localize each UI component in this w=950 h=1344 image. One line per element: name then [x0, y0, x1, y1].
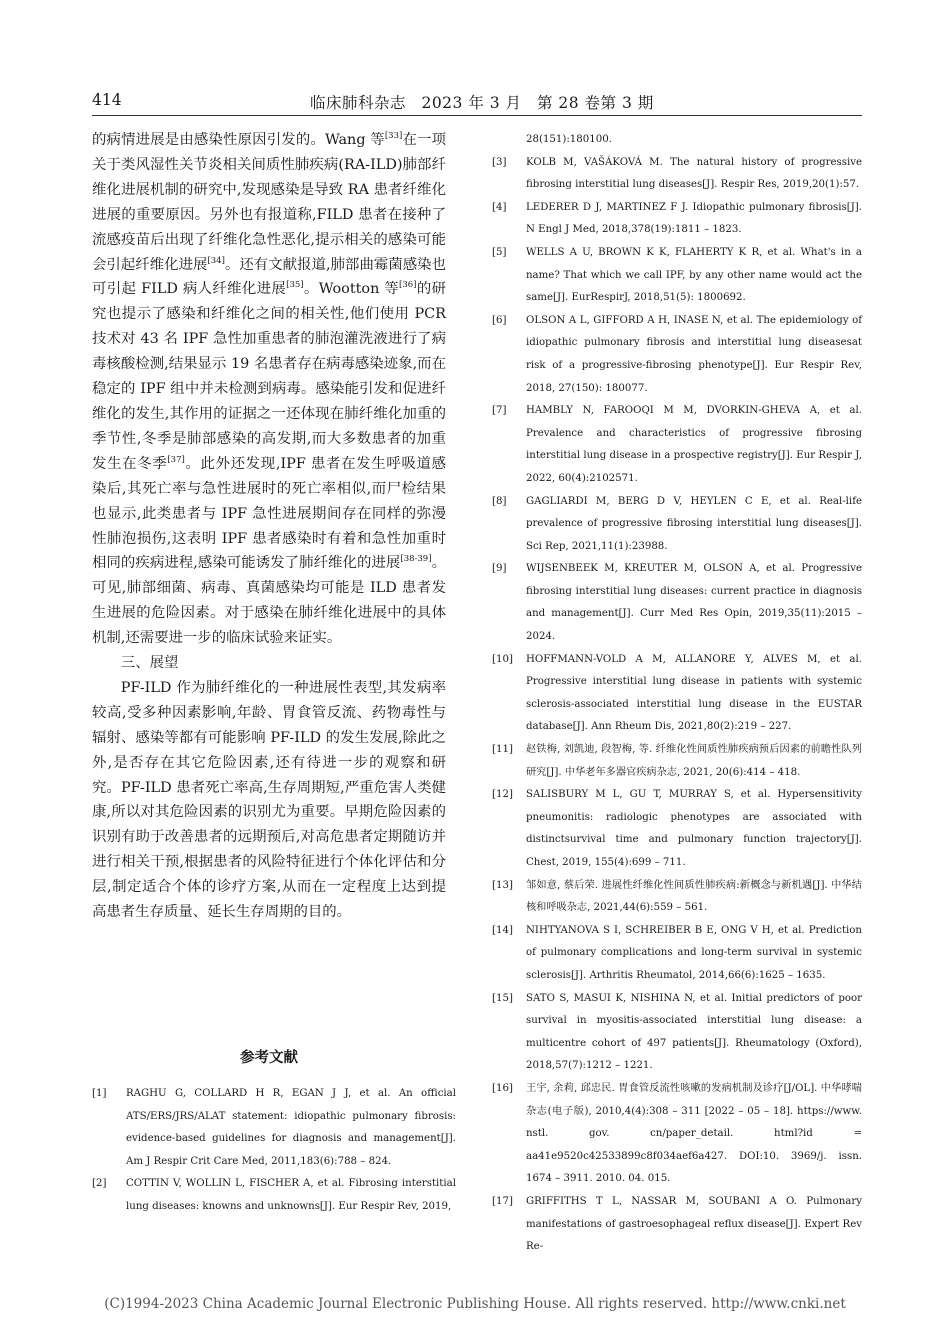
reference-item — [492, 1191, 862, 1259]
reference-number: [16] — [492, 1082, 513, 1094]
paragraph-outlook: PF-ILD 作为肺纤维化的一种进展性表型,其发病率较高,受多种因素影响,年龄、胃食管反流、药物毒性与辐射、感染等都有可能影响 PF-ILD 的发生发展,除此之外,是否存在其它危险因素,还有待进一步的观察和研究。PF-ILD 患者死亡率高,生存周期短,严重危害人类健康,所以对其危险因素的识别尤为重要。早期危险因素的识别有助于改善患者的远期预后,对高危患者定期随访并进行相关干预,根据患者的风险特征进行个体化评估和分层,制定适合个体的诊疗方案,从而在一定程度上达到提高患者生存质量、延长生存周期的目的。 — [92, 679, 446, 921]
copyright-footer: (C)1994-2023 China Academic Journal Electronic Publishing House. All rights reserved. http://www.cnki.net — [104, 1296, 846, 1312]
reference-number: [9] — [492, 563, 507, 575]
citation[interactable]: [35] — [286, 280, 304, 291]
reference-item — [492, 1078, 862, 1191]
reference-number: [5] — [492, 246, 507, 258]
reference-item — [492, 491, 862, 559]
references-left-column — [92, 1083, 456, 1219]
reference-item — [492, 558, 862, 648]
reference-text: GAGLIARDI M, BERG D V, HEYLEN C E, et al. Real-life prevalence of progressive fibrosing interstitial lung diseases[J]. Sci Rep, 2021,11(1):23988. — [526, 495, 862, 552]
reference-item — [492, 242, 862, 310]
citation[interactable]: [33] — [384, 131, 403, 141]
reference-number: [17] — [492, 1195, 513, 1207]
reference-number: [15] — [492, 992, 513, 1004]
reference-text: KOLB M, VAŠÁKOVÁ M. The natural history of progressive fibrosing interstitial lung diseases[J]. Respir Res, 2019,20(1):57. — [526, 156, 862, 191]
citation[interactable]: [37] — [167, 454, 185, 465]
reference-item — [492, 649, 862, 739]
citation[interactable]: [36] — [399, 280, 417, 291]
left-column-body — [92, 128, 446, 925]
journal-name: 临床肺科杂志 — [310, 94, 407, 112]
issue-date: 2023 年 3 月 — [421, 94, 522, 112]
reference-item — [492, 400, 862, 490]
reference-item — [492, 197, 862, 242]
reference-number: [13] — [492, 879, 513, 891]
page-header — [92, 91, 862, 116]
paragraph-infection: 的病情进展是由感染性原因引发的。Wang 等[33]在一项关于类风湿性关节炎相关间质性肺疾病(RA-ILD)肺部纤维化进展机制的研究中,发现感染是导致 RA 患者纤维化进展的重要原因。另外也有报道称,FILD 患者在接种了流感疫苗后出现了纤维化急性恶化,提示相关的感染可能会引起纤维化进展[34]。还有文献报道,肺部曲霉菌感染也可引起 FILD 病人纤维化进展[35]。Wootton 等[36]的研究也提示了感染和纤维化之间的相关性,他们使用 PCR 技术对 43 名 IPF 急性加重患者的肺泡灌洗液进行了病毒核酸检测,结果显示 19 名患者存在病毒感染迹象,而在稳定的 IPF 组中并未检测到病毒。感染能引发和促进纤维化的发生,其作用的证据之一还体现在肺纤维化加重的季节性,冬季是肺部感染的高发期,而大多数患者的加重发生在冬季[37]。此外还发现,IPF 患者在发生呼吸道感染后,其死亡率与急性进展时的死亡率相似,而尸检结果也显示,此类患者与 IPF 急性进展期间存在同样的弥漫性肺泡损伤,这表明 IPF 患者感染时有着和急性加重时相同的疾病进程,感染可能诱发了肺纤维化的进展[38-39]。可见,肺部细菌、病毒、真菌感染均可能是 ILD 患者发生进展的危险因素。对于感染在肺纤维化进展中的具体机制,还需要进一步的临床试验来证实。 — [92, 131, 446, 647]
reference-text: HOFFMANN-VOLD A M, ALLANORE Y, ALVES M, et al. Progressive interstitial lung disease in patients with systemic sclerosis-associated interstitial lung disease in the EUSTAR database[J]. Ann Rheum Dis, 2021,80(2):219 – 227. — [526, 653, 862, 733]
page-number: 414 — [92, 91, 122, 109]
reference-item — [492, 875, 862, 920]
reference-text: SATO S, MASUI K, NISHINA N, et al. Initial predictors of poor survival in myositis-associated interstitial lung disease: a multicentre cohort of 497 patients[J]. Rheumatology (Oxford), 2018,57(7):1212 – 1221. — [526, 992, 862, 1072]
reference-item — [92, 1173, 456, 1218]
journal-info — [310, 91, 664, 113]
references-right-column — [492, 129, 862, 1259]
citation[interactable]: [34] — [207, 255, 225, 266]
reference-number: [14] — [492, 924, 513, 936]
references-title: 参考文献 — [240, 1050, 298, 1066]
reference-text: WELLS A U, BROWN K K, FLAHERTY K R, et al. What's in a name? That which we call IPF, by any other name would act the same[J]. EurRespirJ, 2018,51(5): 1800692. — [526, 246, 862, 304]
reference-text: GRIFFITHS T L, NASSAR M, SOUBANI A O. Pulmonary manifestations of gastroesophageal reflux disease[J]. Expert Rev Re- — [526, 1195, 862, 1253]
reference-text: OLSON A L, GIFFORD A H, INASE N, et al. The epidemiology of idiopathic pulmonary fibrosis and interstitial lung diseasesat risk of a progressive-fibrosing phenotype[J]. Eur Respir Rev, 2018, 27(150): 180077. — [526, 314, 862, 394]
reference-number: [1] — [92, 1088, 107, 1099]
reference-text: 赵铁梅, 刘凯迪, 段智梅, 等. 纤维化性间质性肺疾病预后因素的前瞻性队列研究[J]. 中华老年多器官疾病杂志, 2021, 20(6):414 – 418. — [526, 744, 862, 778]
reference-text: WIJSENBEEK M, KREUTER M, OLSON A, et al. Progressive fibrosing interstitial lung diseases: current practice in diagnosis and management[J]. Curr Med Res Opin, 2019,35(11):2015 – 2024. — [526, 563, 862, 643]
volume-issue: 第 28 卷第 3 期 — [536, 94, 654, 112]
reference-number: [3] — [492, 156, 507, 168]
reference-continuation: 28(151):180100. — [526, 134, 612, 145]
reference-number: [10] — [492, 653, 513, 665]
reference-item — [492, 988, 862, 1078]
reference-text: SALISBURY M L, GU T, MURRAY S, et al. Hypersensitivity pneumonitis: radiologic phenotypes are associated with distinctsurvival time and pulmonary function trajectory[J]. Chest, 2019, 155(4):699 – 711. — [526, 789, 862, 868]
citation[interactable]: [38-39] — [400, 554, 432, 565]
reference-number: [11] — [492, 744, 513, 756]
reference-number: [8] — [492, 495, 507, 507]
reference-item — [492, 920, 862, 988]
reference-item — [492, 739, 862, 784]
reference-item — [492, 152, 862, 197]
reference-text: NIHTYANOVA S I, SCHREIBER B E, ONG V H, et al. Prediction of pulmonary complications and long-term survival in systemic sclerosis[J]. Arthritis Rheumatol, 2014,66(6):1625 – 1635. — [526, 924, 862, 981]
reference-text: LEDERER D J, MARTINEZ F J. Idiopathic pulmonary fibrosis[J]. N Engl J Med, 2018,378(19):1811 – 1823. — [526, 201, 862, 236]
reference-text: RAGHU G, COLLARD H R, EGAN J J, et al. An official ATS/ERS/JRS/ALAT statement: idiopathic pulmonary fibrosis: evidence-based guidelines for diagnosis and management[J]. Am J Respir Crit Care Med, 2011,183(6):788 – 824. — [126, 1088, 456, 1167]
reference-number: [7] — [492, 405, 507, 417]
section-heading-outlook: 三、展望 — [120, 655, 179, 672]
reference-text: HAMBLY N, FAROOQI M M, DVORKIN-GHEVA A, et al. Prevalence and characteristics of progressive fibrosing interstitial lung disease in a prospective registry[J]. Eur Respir J, 2022, 60(4):2102571. — [526, 405, 862, 484]
reference-item — [492, 310, 862, 400]
reference-text: COTTIN V, WOLLIN L, FISCHER A, et al. Fibrosing interstitial lung diseases: knowns and unknowns[J]. Eur Respir Rev, 2019, — [126, 1178, 456, 1212]
reference-text: 王宇, 余莉, 邱忠民. 胃食管反流性咳嗽的发病机制及诊疗[J/OL]. 中华哮喘杂志(电子版), 2010,4(4):308 – 311 [2022 – 05 – 18]. https://www. nstl. gov. cn/paper_detail. html?id = aa41e9520c42533899c8f034aef6a427. DOI:10. 3969/j. issn. 1674 – 3911. 2010. 04. 015. — [526, 1082, 862, 1185]
reference-item — [92, 1083, 456, 1173]
reference-item — [492, 784, 862, 874]
reference-number: [12] — [492, 789, 513, 801]
reference-number: [2] — [92, 1178, 107, 1190]
reference-number: [6] — [492, 314, 507, 326]
reference-number: [4] — [492, 201, 507, 213]
reference-text: 邹如意, 蔡后荣. 进展性纤维化性间质性肺疾病:新概念与新机遇[J]. 中华结核和呼吸杂志, 2021,44(6):559 – 561. — [526, 879, 862, 914]
